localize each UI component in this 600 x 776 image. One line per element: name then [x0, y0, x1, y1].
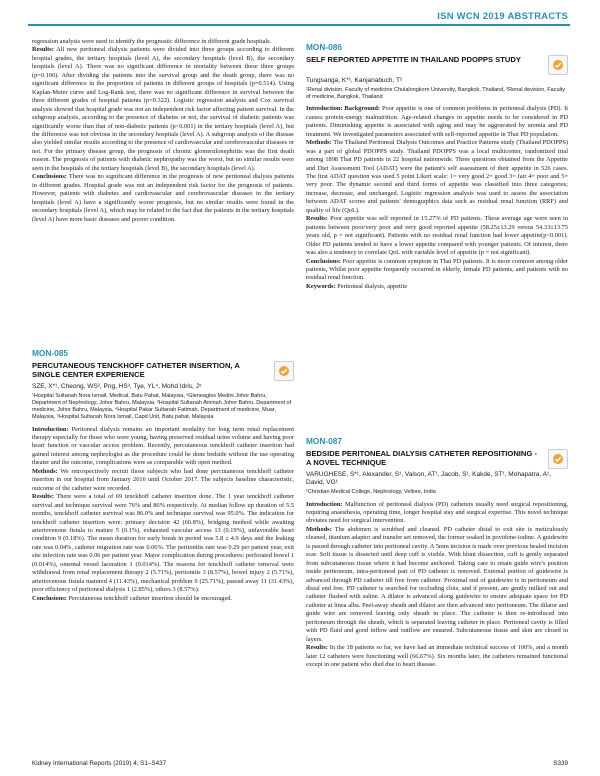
abstract-body [306, 105, 568, 291]
affiliations: ¹Christian Medical College, Nephrology, Vellore, India [306, 489, 436, 496]
abstract-mon-086 [306, 42, 568, 291]
abstract-title: SELF REPORTED APPETITE IN THAILAND PDOPPS STUDY [306, 55, 521, 64]
keywords-paragraph: Keywords: Peritoneal dialysis, appetite [306, 282, 408, 290]
affiliations: ¹Hospital Sultanah Nora Ismail, Medical, Batu Pahat, Malaysia, ²Gleneagles Medini Johor Bahru, Department of Nephrology, Johor Bahru, Malaysia, ³Hospital Sultanah Aminah Johor Bahru, Department of medicine, Johor Bahru, Malaysia, ⁴Hospital Pakar Sultanah Fatimah, Department of medicine, Muar, Malaysia, ⁵Hospital Sultanah Nora Ismail, Capd Unit, Batu pahat, Malaysia [32, 393, 292, 421]
continued-paragraph: regression analysis were used to identify the prognostic difference in different grade hospitals. [32, 38, 272, 45]
abstract-id: MON-085 [32, 348, 68, 358]
check-for-updates-icon[interactable] [548, 449, 568, 469]
methods-paragraph: Methods: The abdomen is scrubbed and cleaned. PD catheter distal to exit site is meticulously cleaned, titanium adaptor and transfer set removed, the former soaked in povidone-iodine. A guidewire is passed through catheter into peritoneal cavity. A 5mm incision is made over previous healed incision scar. Soft tissue is dissected until deep cuff is visible. With blunt dissection, cuff is gently separated from subcutaneous tissue where it had become anchored. Taking care to retain guide wire's position inside peritoneum, intra-peritoneal part of PD catheter is removed. External portion of guidewire is advanced through PD catheter till free from catheter. Proximal end of guidewire is in peritoneum and distal end free. PD catheter is searched for occluding clots, and if present, are gently milked out and catheter flushed with saline. A dilator is advanced along guidewire to ensure adequate space for PD catheter at linea alba. Peel-away sheath and dilator are then advanced into peritoneum. The dilator and guide wire are removed leaving only sheath in place. The catheter is then re-introduced into peritoneum through the sheath, which is separated leaving catheter in place. Peritoneal cavity is filled with PD fluid and good inflow and outflow are ensured. Subcutaneous tissue and skin are closed in layers. [306, 525, 568, 643]
left-column [32, 38, 294, 224]
methods-paragraph: Methods: The Thailand Peritoneal Dialysis Outcomes and Practice Patterns study (Thailand PDOPPS) was a part of global PDOPPS study. Thailand PDOPPS was a local multicenter, randomized trial among 1898 Thai PD patients in 22 hospital nationwide. Three questions obtained from the Appetite and Diet Assessment Tool (ADAT) were the patient's self assessment of their appetite in 526 cases. The first ADAT question was used 5 point Likert scale: 1= very good 2= good 3= fair 4= poor and 5= very poor. The dynamic second and third forms of appetite was classified into three categories; increase, decrease, and unchanged. Logistic regression analysis was used to assess the association between ADAT scores and patients' demographics data such as residual renal function (RRF) and quality of life (QoL). [306, 139, 568, 214]
introduction-paragraph: Introduction: Malfunction of peritoneal dialysis (PD) catheters usually need surgical repositioning, requiring anaesthesia, operating time, longer hospital stay and surgical expertise. This novel technique obviates need for surgical intervention. [306, 500, 568, 525]
methods-paragraph: Methods: We retrospectively recruit those subjects who had done percutaneous tenckhoff catheter insertion in our hospital from January 2016 until October 2017. The subjects baseline characteristic, outcome of the catheter were recorded. [32, 467, 294, 492]
journal-citation: Kidney International Reports (2019) 4, S1–S437 [32, 760, 167, 767]
author-list: SZE, X*¹, Cheong, WS², Png, HS³, Tye, YL⁴, Mohd Idris, J⁵ [32, 383, 202, 390]
results-paragraph: Results: In the 18 patients so far, we have had an immediate technical success of 100%, and a month later 12 catheters were functioning well (66.67%). Six months later, the catheters remained functional except in one patient who died due to heart disease. [306, 644, 568, 669]
abstract-title: BEDSIDE PERITONEAL DIALYSIS CATHETER REPOSITIONING - A NOVEL TECHNIQUE [306, 449, 537, 467]
abstract-id: MON-087 [306, 436, 342, 446]
abstract-id: MON-086 [306, 42, 342, 52]
introduction-paragraph: Introduction: Peritoneal dialysis remains an important modality for long term renal replacement therapy especially for those who were young, having preserved residual urine volume and having poor heart function or vascular access problem. Recently, percutaneous tenckhoff catheter insertion had gained interest among nephrologist as the procedure could be done bedside without the use operating theater and the outcome, complications were as comparable with open method. [32, 425, 294, 467]
abstract-body [306, 501, 568, 670]
check-for-updates-icon[interactable] [274, 361, 294, 381]
conclusions-paragraph: Conclusions: Percutaneous tenckhoff catheter insertion should be encouraged. [32, 594, 233, 602]
journal-section-heading: ISN WCN 2019 ABSTRACTS [437, 10, 568, 21]
abstract-title: PERCUTANEOUS TENCKHOFF CATHETER INSERTION, A SINGLE CENTER EXPERIENCE [32, 361, 240, 379]
conclusions-paragraph: Conclusions: Poor appetite is common symptom in Thai PD patients. It is more common among older patients, Whilst poor appetite frequently occurred in elderly, female PD patients, and patients with no residual renal function. [306, 257, 568, 282]
results-paragraph: Results: All new peritoneal dialysis patients were divided into three groups according to different hospital grades, the tertiary hospitals (level A), the secondary hospitals (level B), the secondary hospitals (level A). There was no significant difference in mortality between these three groups (p=0.100). After dividing the patients into the survival group and the death group, there was no significant difference in the proportion of patients in different groups of hospitals (p=0.514). Using Kaplan-Meier curve and Log-Rank test, there was no significant difference in survival between the three different grades of hospital patients (p=0.322). Logistic regression analysis and Cox survival analysis showed that hospital grade was not an independent risk factor affecting patient survival. In the subgroup analysis, according to the presence of diabetes or not, the survival of diabetic patients was significantly worse than that of non-diabetic patients (p<0.001) in the tertiary hospitals (level A), but the difference was not obvious in the secondary hospitals (level A). A subgroup analysis of the disease also yielded similar results according to the presence of cardiovascular and cerebrovascular diseases or not. For the primary disease group, the prognosis of chronic glomerulonephritis was the first death reason. The prognosis of patients with diabetic nephropathy was the worst, but no similar results were seen in the hospitals of the tertiary hospitals (level B), the secondary hospitals (level A). [32, 46, 294, 172]
conclusions-paragraph: Conclusions: There was no significant difference in the prognosis of new peritoneal dialysis patients in different grades. Hospital grade was not an independent risk factor for the prognosis of patients. However, patients with diabetes and cardiovascular and cerebrovascular diseases in the tertiary hospitals (level A) have a significantly worse prognosis, but no similar results were found in the secondary hospitals (level A), which may be related to the fact that the patients in the tertiary hospitals (level A) have more basic diseases and poorer condition. [32, 173, 294, 223]
abstract-mon-085 [32, 348, 294, 603]
results-paragraph: Results: There were a total of 69 tenckhoff catheter insertion done. The 1 year tenckhoff catheter survival and technique survival were 76% and 86% respectively. At median follow up duration of 5.5 months, tenckhoff catheter survival was 86.0% and technique survival was 95.0%. The indication for tenckhoff catheter insertion were: primary decision 42 (60.8%), bridging method while awaiting arteriovenous fistula to mature 5 (0.1%), exhausted vascular access 13 (0.19%), unfavorable heart condition 9 (0.18%). The mean duration for early break in period was 5.8 ± 4.9 days and the leaking rate was 0.04%, catheter migration rate was 0.06%. The peritonitis rate was 0.29 per patient year, exit site infection rate was 0.06 per patient year. Major complication during procedures: perforated bowel 1 (0.014%), omental vessel laceration 1 (0.014%). The reasons for tenckhoff catheter removal were withdrawal from renal replacement therapy 2 (5.71%), peritonitis 3 (8.57%), bowel injury 2 (5.71%), arteriovenous fistula matured 4 (11.43%), mechanical problem 9 (25.71%), passed away 11 (31.43%), poor efficiency of peritoneal dialysis 1 (2.85%), others 3 (8.57%). [32, 493, 294, 594]
author-list: Tungsanga, K*¹, Kanjanabuch, T² [306, 77, 403, 84]
abstract-mon-087 [306, 436, 568, 670]
results-paragraph: Results: Poor appetite was self reported in 15.27% of PD patients. These average age were seen in patients between poor/very poor and very good reported appetite (58.25±13.29 versus 54.33±13.75 years old, p = not significant). Patients with no residual renal function had lower appetite(p<0.001). Older PD patients tended to have a lower appetite compared with younger patients. Of interest, there was also a tendency to correlate QoL with variable level of appetite (p = not significant). [306, 215, 568, 257]
affiliations: ¹Renal division, Faculty of medicine Chulalongkorn University, Bangkok, Thailand, ²Renal devision, Faculty of medicine, Bangkok, Thailand [306, 87, 566, 101]
author-list: VARUGHESE, S*¹, Alexander, S¹, Valson, AT¹, Jacob, S¹, Kakde, ST¹, Mohapatra, A¹, David, VG¹ [306, 471, 551, 487]
abstract-body [32, 426, 294, 604]
page-number: S339 [553, 760, 568, 767]
check-for-updates-icon[interactable] [548, 55, 568, 75]
page-footer [32, 760, 568, 770]
introduction-paragraph: Introduction: Background: Poor appetite is one of common problems in peritoneal dialysis (PD). It causes protein-energy malnutrition. Age-related changes in appetite needs to be considered in PD patients. Diminishing appetite is associated with aging and may be aggravated by uremia and PD treatment. We investigated parameters associated with self-reported appetite in Thai PD population. [306, 105, 568, 138]
